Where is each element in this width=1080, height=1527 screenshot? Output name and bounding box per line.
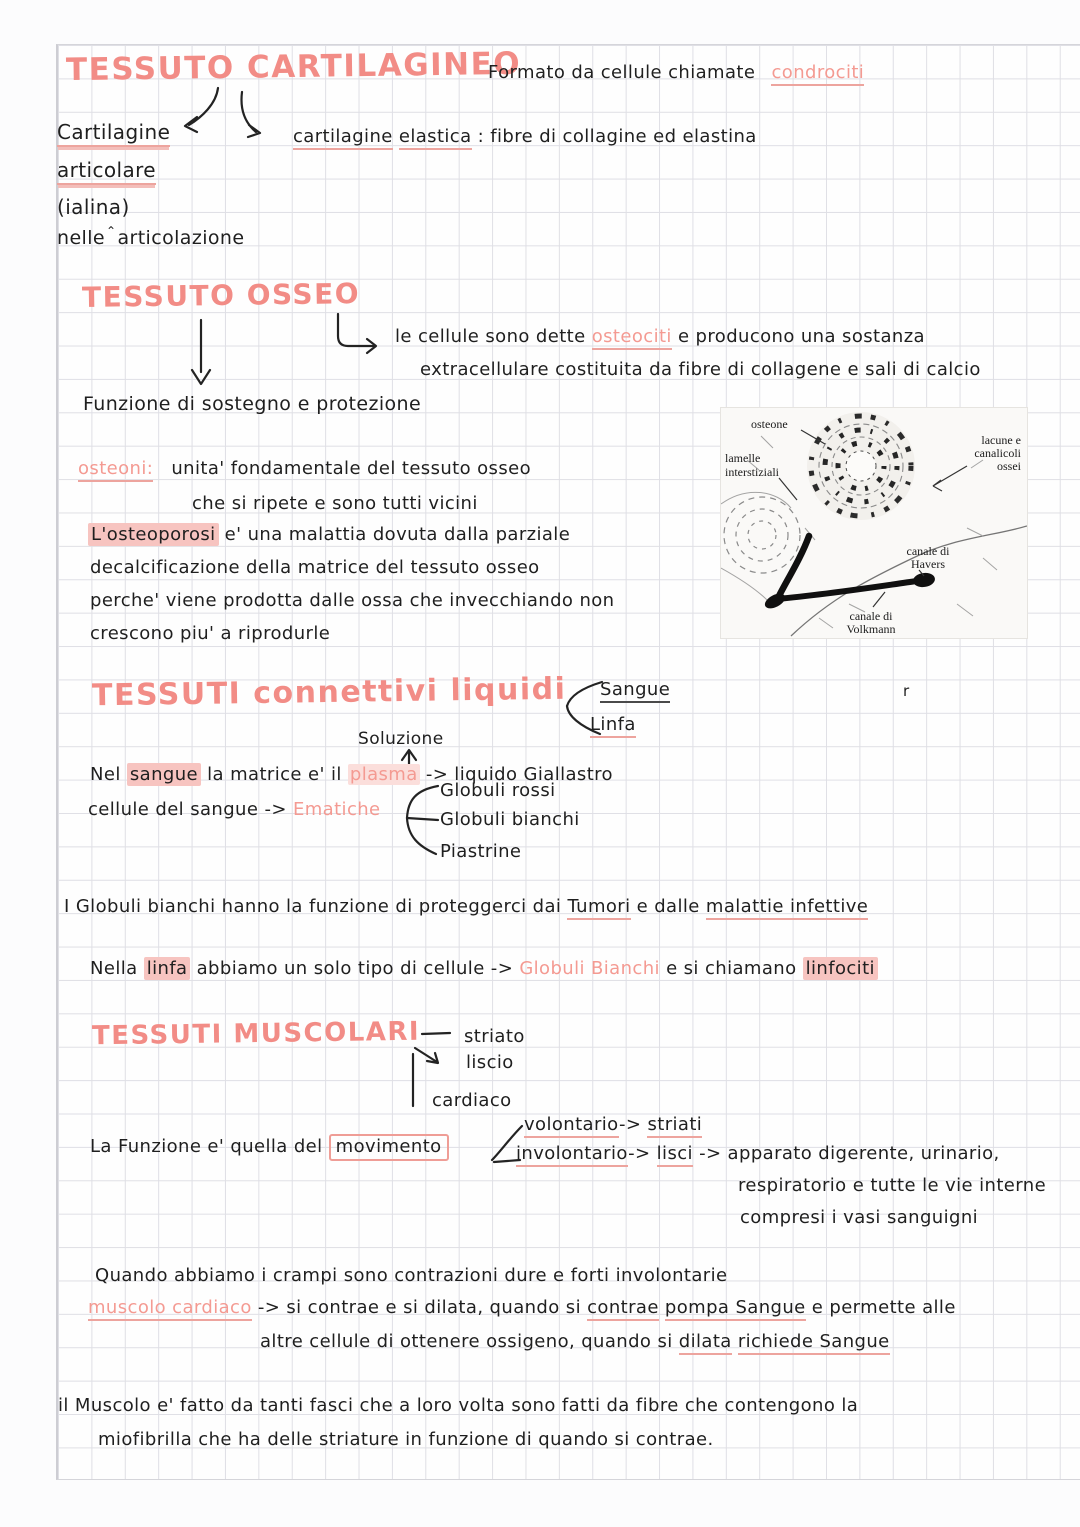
globuli-bianchi-line xyxy=(64,896,868,919)
muscle-type-striato: striato xyxy=(464,1026,525,1047)
linfa-item xyxy=(590,714,636,737)
cartilagineo-subtitle-text: Formato da cellule chiamate xyxy=(488,62,756,83)
cartilagineo-subtitle xyxy=(488,62,864,85)
cellule-sangue-text: cellule del sangue -> xyxy=(88,799,287,820)
diagram-label-volkmann-2: Volkmann xyxy=(846,622,896,636)
muscle-type-liscio: liscio xyxy=(466,1052,514,1073)
section-title-cartilagineo: TESSUTO CARTILAGINEO xyxy=(65,45,522,89)
diagram-label-volkmann-1: canale di xyxy=(849,609,893,623)
globuli-bianchi-term: Globuli Bianchi xyxy=(519,958,660,979)
muscolo-cardiaco-term: muscolo cardiaco xyxy=(88,1297,252,1321)
diagram-label-lacune-2: canalicoli xyxy=(974,446,1021,460)
cartilagine-elastica-def: : fibre di collagine ed elastina xyxy=(477,126,757,147)
involontario-term: involontario xyxy=(516,1143,628,1167)
arrow-down-icon xyxy=(186,318,216,388)
articolare-word: articolare xyxy=(57,158,156,185)
tumori-term: Tumori xyxy=(567,896,630,920)
osteoporosi-line4: crescono piu' a riprodurle xyxy=(90,623,331,644)
condrociti-term: condrociti xyxy=(771,62,864,86)
cartilagine-articolare-line2 xyxy=(57,158,156,183)
cell-item-piastrine: Piastrine xyxy=(440,841,522,862)
linfa-highlight: linfa xyxy=(144,957,191,980)
linfa-mid2-text: e si chiamano xyxy=(666,958,797,979)
crampi-line: Quando abbiamo i crampi sono contrazioni dure e forti involontarie xyxy=(95,1265,728,1286)
dilata-term: dilata xyxy=(679,1331,732,1355)
apparato-text: -> apparato digerente, urinario, xyxy=(699,1143,1000,1164)
soluzione-label: Soluzione xyxy=(358,729,444,749)
cartilagine-elastica-line xyxy=(293,126,757,149)
stray-mark: r xyxy=(903,682,910,700)
diagram-label-havers-2: Havers xyxy=(911,557,945,571)
osteoporosi-term: L'osteoporosi xyxy=(88,523,219,546)
cell-item-globuli-bianchi: Globuli bianchi xyxy=(440,809,580,830)
osteoni-def1: unita' fondamentale del tessuto osseo xyxy=(171,458,531,479)
malattie-term: malattie infettive xyxy=(706,896,868,920)
section-title-connettivi: TESSUTI connettivi liquidi xyxy=(91,671,567,714)
nelle-word: nelle xyxy=(57,227,105,249)
linfa-mid-text: abbiamo un solo tipo di cellule -> xyxy=(196,958,514,979)
diagram-label-lamelle-2: interstiziali xyxy=(725,465,779,479)
pompa-sangue-term: pompa Sangue xyxy=(665,1297,806,1321)
linfociti-term: linfociti xyxy=(803,957,878,980)
apparato-line3: compresi i vasi sanguigni xyxy=(740,1207,979,1228)
involontario-line xyxy=(516,1143,1000,1166)
cartilagine-elastica-word2: elastica xyxy=(399,126,472,150)
nel-word: Nel xyxy=(90,764,121,785)
osteon-ring xyxy=(807,412,915,520)
nelle-articolazione-line xyxy=(57,224,245,251)
matrice-text: la matrice e' il xyxy=(207,764,342,785)
volontario-line xyxy=(524,1114,702,1137)
muscolo-fasci-line1: il Muscolo e' fatto da tanti fasci che a loro volta sono fatti da fibre che contengono la xyxy=(58,1395,859,1416)
sangue-word: Sangue xyxy=(600,679,670,703)
sangue-highlight: sangue xyxy=(127,763,201,786)
cardiaco-text-1: -> si contrae e si dilata, quando si xyxy=(257,1297,581,1318)
osteoporosi-def1: e' una malattia dovuta dalla parziale xyxy=(224,524,571,545)
insertion-caret-icon: ⌃ xyxy=(105,224,117,238)
globuli-mid-text: e dalle xyxy=(636,896,700,917)
volontario-term: volontario xyxy=(524,1114,619,1138)
osteoporosi-line1 xyxy=(88,524,570,547)
cells-brace-icon xyxy=(398,778,444,860)
muscle-type-cardiaco: cardiaco xyxy=(432,1090,512,1111)
nella-word: Nella xyxy=(90,958,138,979)
cartilagine-articolare-line1 xyxy=(57,120,170,145)
diagram-label-havers-1: canale di xyxy=(906,544,950,558)
diagram-label-lacune-3: ossei xyxy=(997,459,1021,473)
osseo-cellule-line1 xyxy=(395,326,925,349)
diagram-label-osteone: osteone xyxy=(751,417,788,431)
osteoporosi-line3: perche' viene prodotta dalle ossa che invecchiando non xyxy=(90,590,615,611)
lisci-term: lisci xyxy=(657,1143,693,1167)
section-title-osseo: TESSUTO OSSEO xyxy=(81,277,361,314)
osseo-cellule-pre: le cellule sono dette xyxy=(395,326,586,347)
muscolo-cardiaco-line2 xyxy=(260,1331,890,1354)
ematiche-term: Ematiche xyxy=(292,799,381,820)
section-title-muscolari: TESSUTI MUSCOLARI xyxy=(91,1016,421,1052)
cellule-sangue-line xyxy=(88,799,381,822)
cell-item-globuli-rossi: Globuli rossi xyxy=(440,780,556,801)
cartilagine-word: Cartilagine xyxy=(57,120,170,147)
arrow-text-2: -> xyxy=(628,1143,651,1164)
hook-arrow-icon xyxy=(326,310,388,356)
osteoporosi-line2: decalcificazione della matrice del tessuto osseo xyxy=(90,557,540,578)
cartilagine-elastica-word1: cartilagine xyxy=(293,126,393,150)
cardiaco-text-2: e permette alle xyxy=(811,1297,956,1318)
apparato-line2: respiratorio e tutte le vie interne xyxy=(738,1175,1047,1196)
osteoni-line2: che si ripete e sono tutti vicini xyxy=(192,493,478,514)
muscolo-fasci-line2: miofibrilla che ha delle striature in funzione di quando si contrae. xyxy=(98,1429,714,1450)
plasma-term: plasma xyxy=(349,764,418,785)
striati-term: striati xyxy=(647,1114,702,1138)
movimento-term: movimento xyxy=(329,1134,449,1161)
osseo-cellule-line2: extracellulare costituita da fibre di collagene e sali di calcio xyxy=(420,359,981,380)
funzione-text: La Funzione e' quella del xyxy=(90,1136,323,1157)
osseo-cellule-post: e producono una sostanza xyxy=(677,326,925,347)
liquido-text: -> liquido Giallastro xyxy=(425,764,613,785)
articolazione-word: articolazione xyxy=(117,227,245,249)
richiede-sangue-term: richiede Sangue xyxy=(738,1331,890,1355)
partial-osteon xyxy=(724,497,800,573)
osteoni-term: osteoni: xyxy=(78,458,153,482)
diagram-label-lacune-1: lacune e xyxy=(981,433,1021,447)
osteon-diagram xyxy=(720,407,1028,639)
arrow-text-1: -> xyxy=(618,1114,642,1135)
diagram-label-lamelle-1: lamelle xyxy=(725,451,761,465)
branch-arrows-icon xyxy=(178,84,293,142)
funzione-movimento-line xyxy=(90,1136,449,1159)
cartilagine-ialina: (ialina) xyxy=(57,195,130,219)
sangue-item xyxy=(600,679,670,702)
contrae-term: contrae xyxy=(587,1297,659,1321)
osteociti-term: osteociti xyxy=(592,326,672,350)
osseo-funzione: Funzione di sostegno e protezione xyxy=(83,393,422,415)
cardiaco-text-3: altre cellule di ottenere ossigeno, quando si xyxy=(260,1331,673,1352)
linfa-line xyxy=(90,958,878,981)
osteoni-line1 xyxy=(78,458,531,481)
linfa-word: Linfa xyxy=(590,714,636,738)
globuli-funzione-text: I Globuli bianchi hanno la funzione di proteggerci dai xyxy=(64,896,562,917)
muscolo-cardiaco-line1 xyxy=(88,1297,956,1320)
